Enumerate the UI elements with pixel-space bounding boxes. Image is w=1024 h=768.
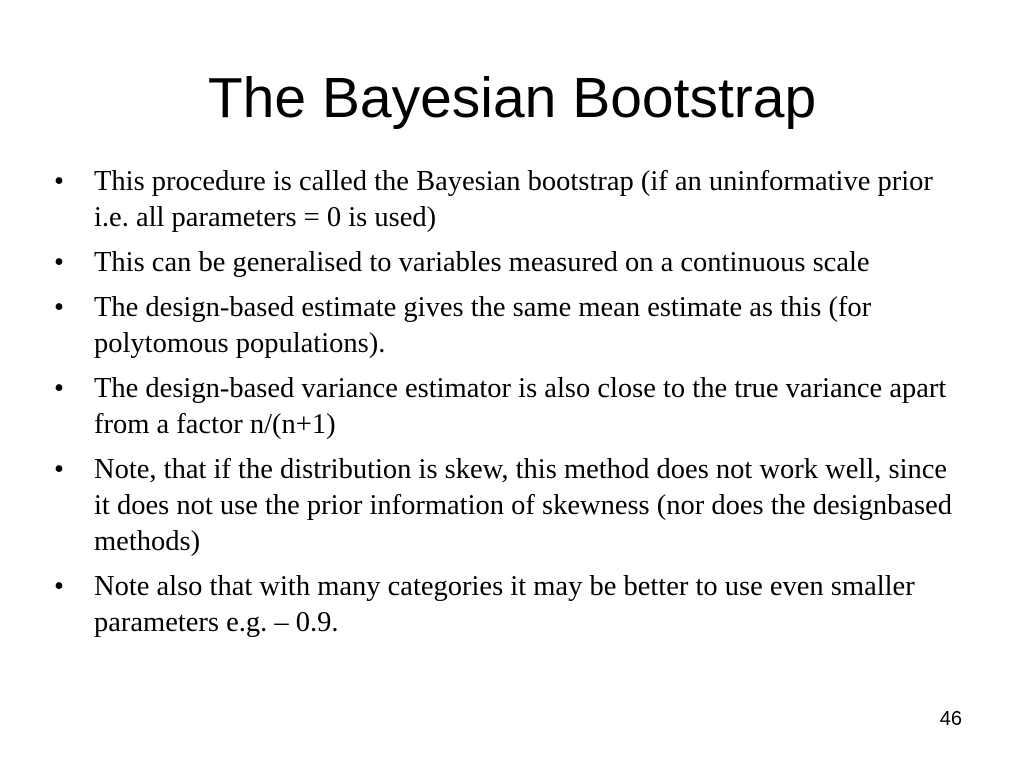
bullet-text: Note also that with many categories it may be better to use even smaller parameters e.g. – 0.9. [94, 571, 915, 638]
bullet-dot-icon: • [54, 571, 64, 602]
bullet-text: The design-based estimate gives the same mean estimate as this (for polytomous populations). [94, 292, 872, 359]
bullet-item [54, 371, 954, 443]
bullet-dot-icon: • [54, 373, 64, 404]
slide-title: The Bayesian Bootstrap [207, 66, 817, 130]
bullet-dot-icon: • [54, 292, 64, 323]
bullet-text: The design-based variance estimator is also close to the true variance apart from a factor n/(n+1) [94, 373, 947, 440]
bullet-item [54, 245, 954, 281]
bullet-dot-icon: • [54, 247, 64, 278]
slide-number: 46 [939, 708, 962, 730]
bullet-item [54, 569, 954, 641]
bullet-text: This procedure is called the Bayesian bootstrap (if an uninformative prior i.e. all parameters = 0 is used) [94, 166, 933, 233]
bullet-text: Note, that if the distribution is skew, this method does not work well, since it does not use the prior information of skewness (nor does the designbased methods) [94, 454, 952, 557]
bullet-item [54, 164, 954, 236]
bullet-dot-icon: • [54, 166, 64, 197]
bullet-list [54, 164, 954, 650]
bullet-text: This can be generalised to variables measured on a continuous scale [94, 247, 870, 278]
bullet-dot-icon: • [54, 454, 64, 485]
bullet-item [54, 290, 954, 362]
bullet-item [54, 452, 954, 560]
